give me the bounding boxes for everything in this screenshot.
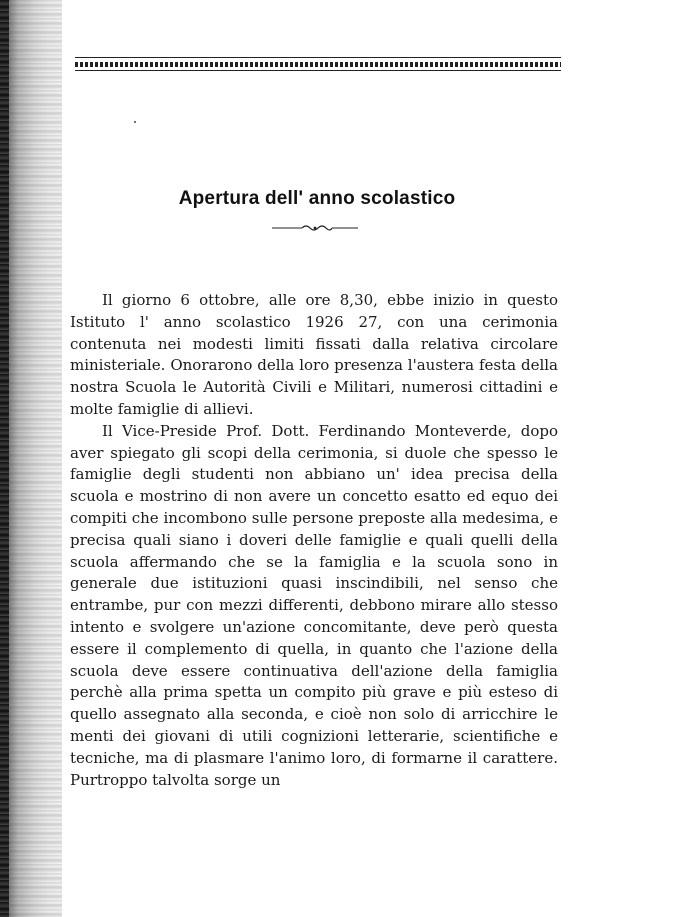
header-rule-top bbox=[75, 57, 561, 58]
binding-shadow bbox=[0, 0, 9, 917]
scanned-binding-edge bbox=[0, 0, 62, 917]
header-dotted-rule bbox=[75, 62, 561, 67]
section-title: Apertura dell' anno scolastico bbox=[178, 188, 456, 209]
paragraph-1: Il giorno 6 ottobre, alle ore 8,30, ebbe inizio in questo Istituto l' anno scolastico 1926 27, con una cerimonia contenuta nei modesti limiti fissati dalla relativa circolare ministeriale. Onorarono della loro presenza l'austera festa della nostra Scuola le Autorità Civili e Militari, numerosi cittadini e molte famiglie di allievi. bbox=[70, 291, 558, 418]
article-body bbox=[70, 290, 558, 791]
paragraph-2: Il Vice-Preside Prof. Dott. Ferdinando Monteverde, dopo aver spiegato gli scopi della cerimonia, si duole che spesso le famiglie degli studenti non abbiano un' idea precisa della scuola e mostrino di non avere un concetto esatto ed equo dei compiti che incombono sulle persone preposte alla medesima, e precisa quali siano i doveri delle famiglie e quali quelli della scuola affermando che se la famiglia e la scuola sono in generale due istituzioni quasi inscindibili, nel senso che entrambe, pur con mezzi differenti, debbono mirare allo stesso intento e svolgere un'azione concomitante, deve però questa essere il complemento di quella, in quanto che l'azione della scuola deve essere continuativa dell'azione della famiglia perchè alla prima spetta un compito più grave e più esteso di quello assegnato alla seconda, e cioè non solo di arricchire le menti dei giovani di utili cognizioni letterarie, scientifiche e tecniche, ma di plasmare l'animo loro, di formarne il carattere. Purtroppo talvolta sorge un bbox=[70, 421, 558, 789]
title-ornament-icon bbox=[272, 224, 358, 232]
header-rule-bottom bbox=[75, 70, 561, 71]
ink-speck bbox=[134, 121, 136, 123]
